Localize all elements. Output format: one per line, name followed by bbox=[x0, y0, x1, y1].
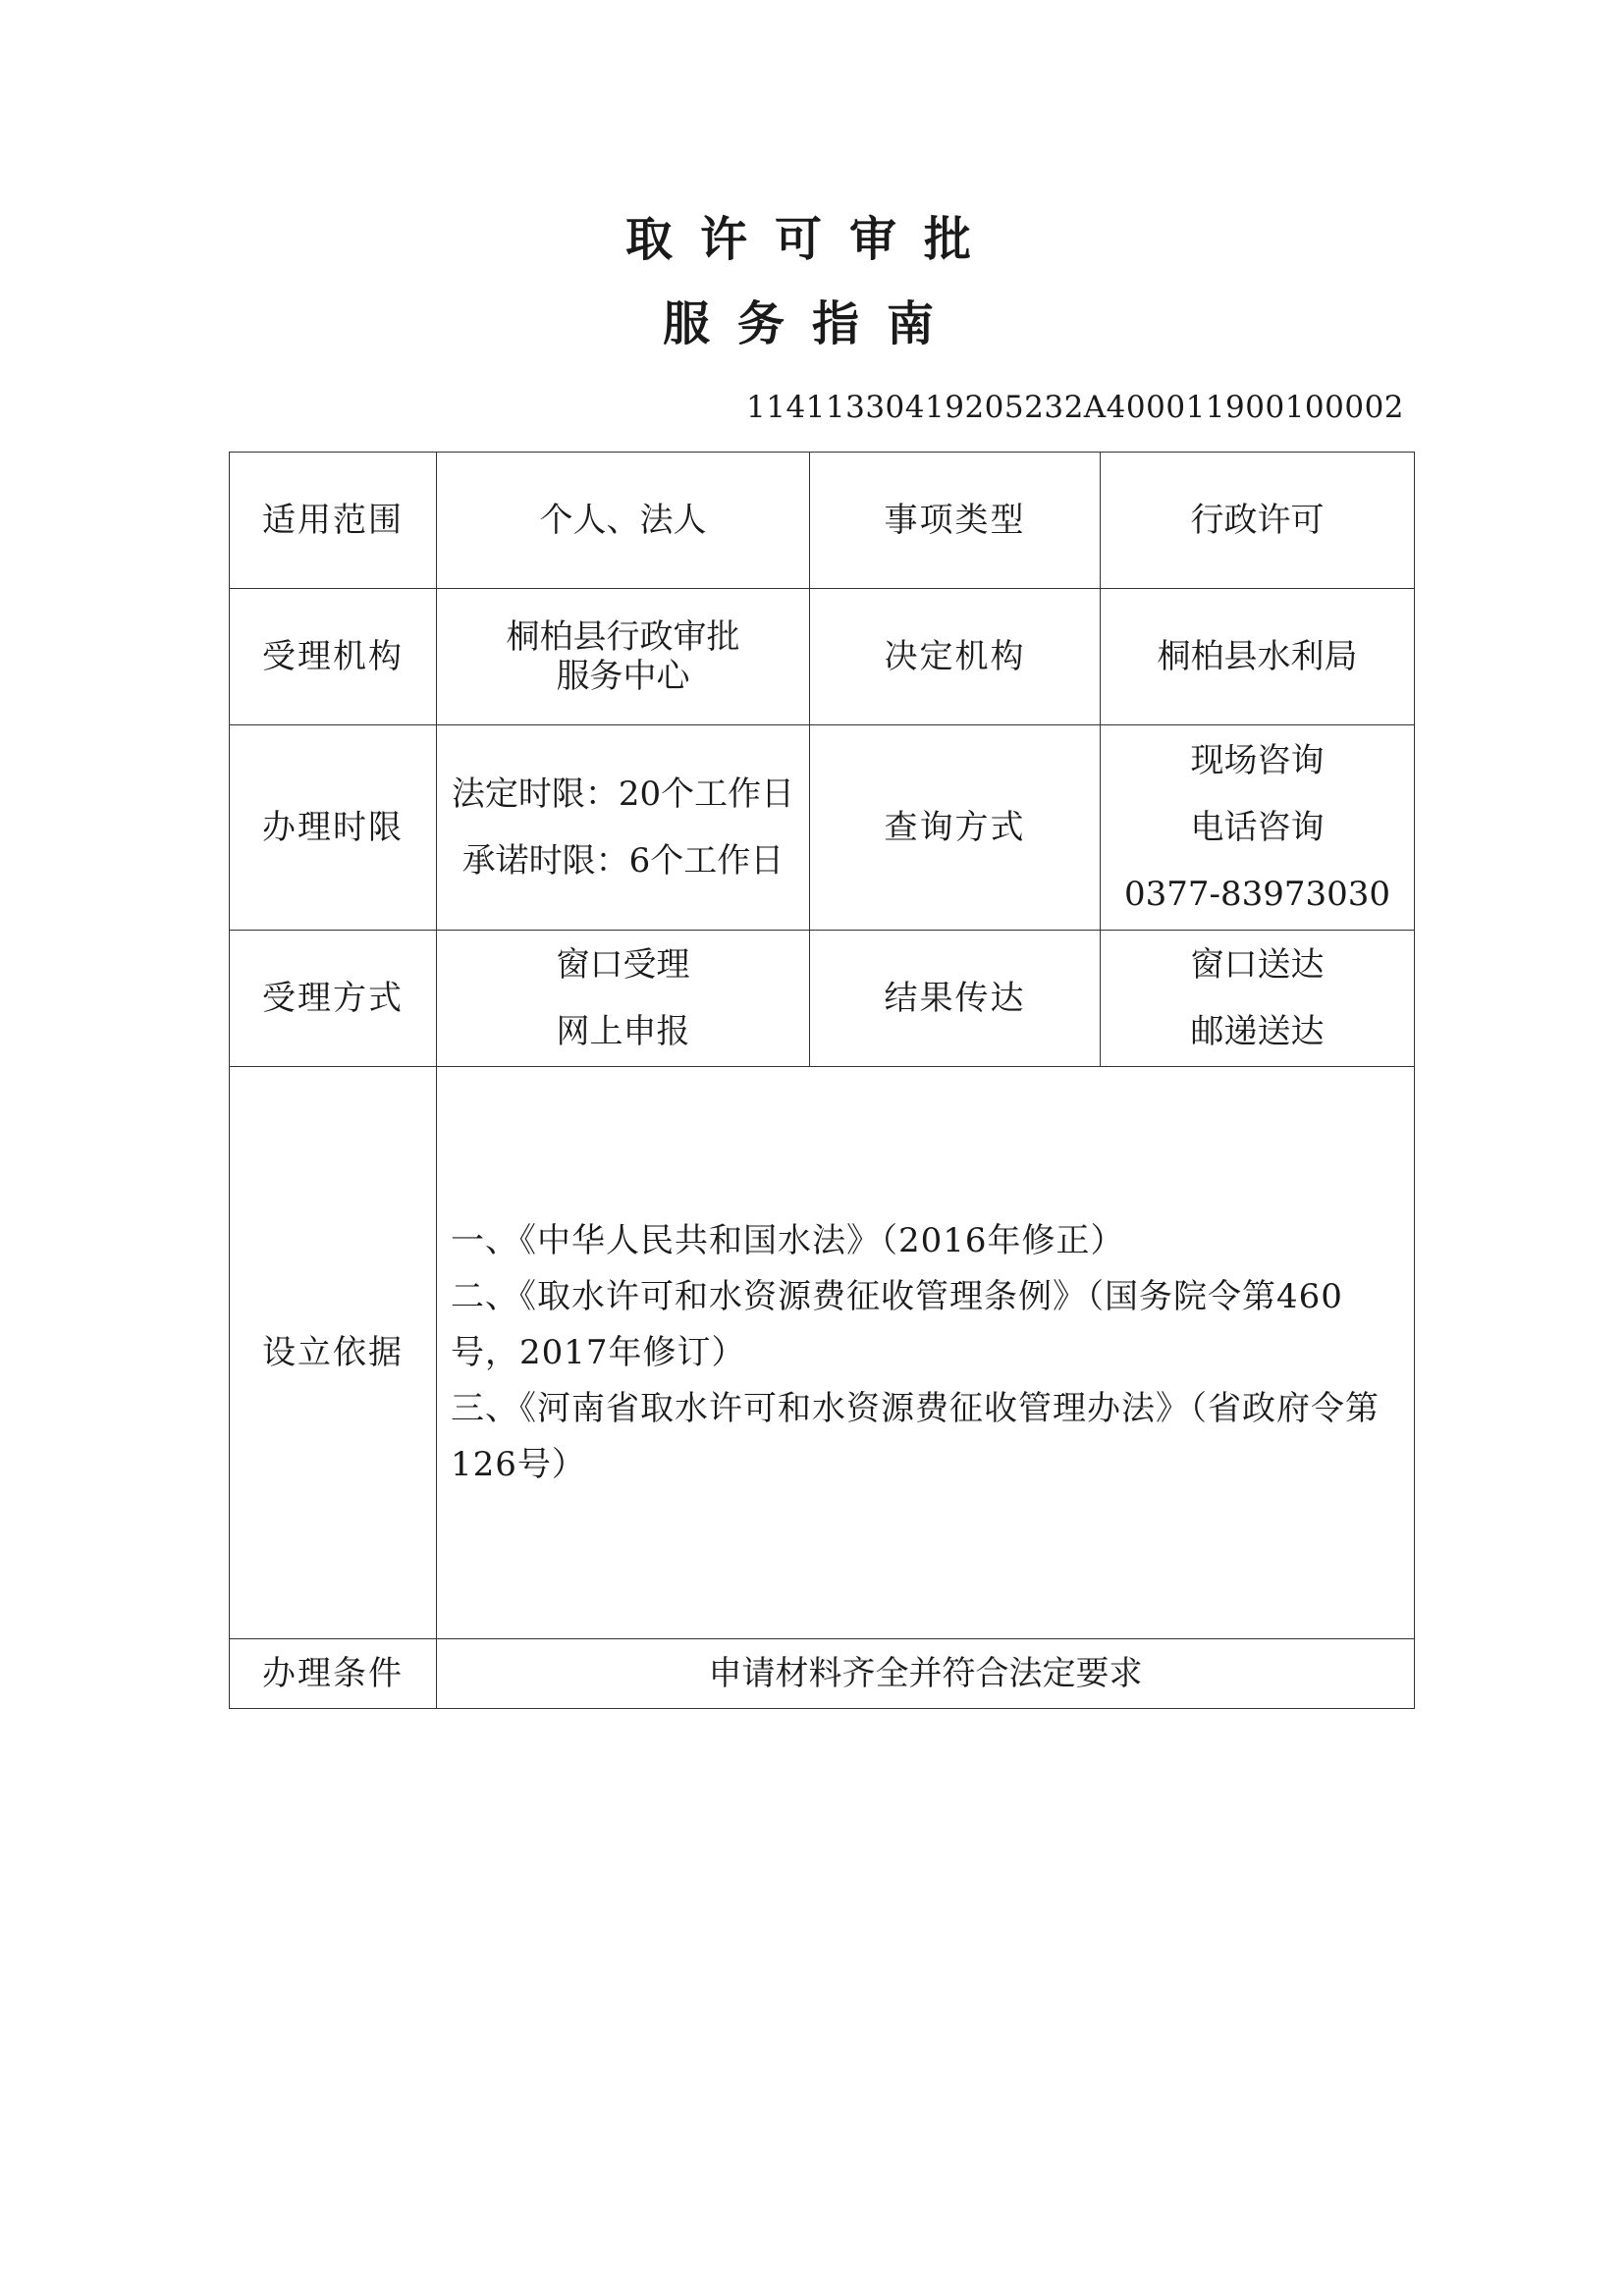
inquiry-line-2: 电话咨询 bbox=[1190, 808, 1325, 847]
accept-method-line-2: 网上申报 bbox=[556, 1012, 690, 1051]
table-row bbox=[230, 589, 1415, 725]
table-row bbox=[230, 1639, 1415, 1709]
result-delivery-label: 结果传达 bbox=[810, 931, 1101, 1067]
basis-item-2: 二、《取水许可和水资源费征收管理条例》（国务院令第460号，2017年修订） bbox=[451, 1276, 1343, 1372]
table-row bbox=[230, 1067, 1415, 1639]
time-limit-value bbox=[437, 725, 810, 931]
conditions-value: 申请材料齐全并符合法定要求 bbox=[437, 1639, 1415, 1709]
time-limit-line-2: 承诺时限：6个工作日 bbox=[461, 841, 785, 881]
inquiry-line-1: 现场咨询 bbox=[1190, 741, 1325, 780]
service-guide-table bbox=[229, 452, 1415, 1709]
result-delivery-line-1: 窗口送达 bbox=[1190, 945, 1325, 985]
accept-org-label: 受理机构 bbox=[230, 589, 437, 725]
accept-org-line-2: 服务中心 bbox=[556, 657, 690, 696]
basis-item-3: 三、《河南省取水许可和水资源费征收管理办法》（省政府令第126号） bbox=[451, 1388, 1380, 1484]
table-row bbox=[230, 931, 1415, 1067]
basis-label: 设立依据 bbox=[230, 1067, 437, 1639]
accept-org-line-1: 桐柏县行政审批 bbox=[506, 617, 740, 657]
table-row bbox=[230, 453, 1415, 589]
result-delivery-line-2: 邮递送达 bbox=[1190, 1012, 1325, 1051]
scope-label: 适用范围 bbox=[230, 453, 437, 589]
conditions-label: 办理条件 bbox=[230, 1639, 437, 1709]
accept-method-value bbox=[437, 931, 810, 1067]
time-limit-label: 办理时限 bbox=[230, 725, 437, 931]
inquiry-label: 查询方式 bbox=[810, 725, 1101, 931]
accept-method-label: 受理方式 bbox=[230, 931, 437, 1067]
accept-method-line-1: 窗口受理 bbox=[556, 945, 690, 985]
decide-org-value: 桐柏县水利局 bbox=[1101, 589, 1415, 725]
basis-value bbox=[437, 1067, 1415, 1639]
basis-item-1: 一、《中华人民共和国水法》（2016年修正） bbox=[451, 1220, 1125, 1260]
item-code: 11411330419205232A400011900100002 bbox=[746, 390, 1405, 425]
decide-org-label: 决定机构 bbox=[810, 589, 1101, 725]
inquiry-phone: 0377-83973030 bbox=[1123, 875, 1391, 914]
document-title-line-1: 取许可审批 bbox=[624, 212, 999, 267]
table-row bbox=[230, 725, 1415, 931]
type-value: 行政许可 bbox=[1101, 453, 1415, 589]
type-label: 事项类型 bbox=[810, 453, 1101, 589]
inquiry-value bbox=[1101, 725, 1415, 931]
document-title-line-2: 服务指南 bbox=[662, 296, 961, 351]
scope-value: 个人、法人 bbox=[437, 453, 810, 589]
accept-org-value bbox=[437, 589, 810, 725]
result-delivery-value bbox=[1101, 931, 1415, 1067]
time-limit-line-1: 法定时限：20个工作日 bbox=[451, 774, 795, 814]
